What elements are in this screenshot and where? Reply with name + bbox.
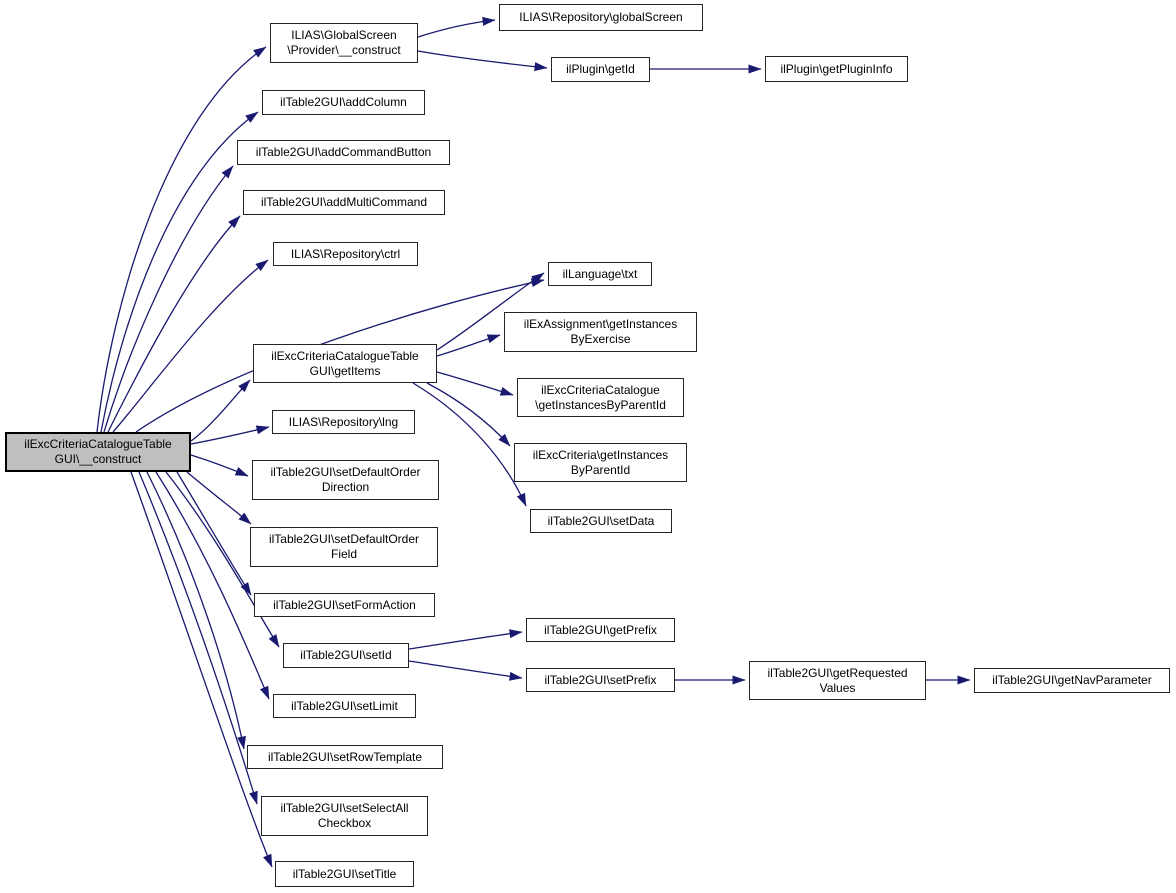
node-label-line: ilTable2GUI\setDefaultOrder xyxy=(268,532,420,546)
node-label-line: ilTable2GUI\setDefaultOrder xyxy=(270,465,421,479)
node-get-items[interactable] xyxy=(253,344,437,383)
node-catalogue-get-instances-by-parent-id[interactable] xyxy=(517,378,684,417)
node-label-line: ilTable2GUI\setId xyxy=(300,648,392,662)
node-set-title[interactable] xyxy=(275,861,414,887)
node-add-command-button[interactable] xyxy=(237,140,450,165)
node-label-line: ilPlugin\getId xyxy=(566,62,635,76)
node-label-line: ILIAS\Repository\lng xyxy=(288,414,399,429)
node-label-line: ilTable2GUI\getNavParameter xyxy=(992,673,1152,687)
node-ctrl[interactable] xyxy=(273,242,418,266)
node-add-multi-command[interactable] xyxy=(243,190,445,215)
node-label-line: ByExercise xyxy=(570,332,631,346)
node-label-line: \getInstancesByParentId xyxy=(535,397,666,412)
node-label-line: ILIAS\GlobalScreen xyxy=(291,28,397,42)
node-label-line: ilTable2GUI\addColumn xyxy=(280,95,407,109)
node-label-line: \Provider\__construct xyxy=(287,43,401,57)
edge-get-items-to-get-instances-by-exercise xyxy=(437,335,500,356)
node-label-line: ilTable2GUI\setTitle xyxy=(292,866,397,881)
edge-construct-to-ctrl xyxy=(113,260,268,432)
node-set-data[interactable] xyxy=(530,509,672,533)
node-label-line: ilTable2GUI\getRequested xyxy=(767,665,908,680)
edge-construct-to-set-row-template xyxy=(147,472,244,749)
node-label-line: ilLanguage\txt xyxy=(562,266,638,281)
node-label-line: ilExcCriteriaCatalogue xyxy=(541,382,660,397)
edge-provider-construct-to-global-screen xyxy=(418,20,495,37)
node-label-line: ilTable2GUI\setLimit xyxy=(291,698,398,713)
node-label-line: ilExcCriteriaCatalogueTable xyxy=(24,437,172,451)
node-label-line: ILIAS\Repository\ctrl xyxy=(290,246,401,261)
node-label-line: Field xyxy=(330,547,357,561)
node-set-limit[interactable] xyxy=(273,694,416,718)
node-provider-construct[interactable] xyxy=(270,23,418,63)
node-label-line: ilTable2GUI\getPrefix xyxy=(544,622,657,637)
edge-construct-to-add-column xyxy=(101,112,258,432)
node-label-line: Direction xyxy=(321,480,370,494)
edge-set-id-to-set-prefix xyxy=(409,661,522,678)
node-set-id[interactable] xyxy=(283,643,409,668)
node-plugin-get-id[interactable] xyxy=(551,57,650,82)
node-set-select-all-checkbox[interactable] xyxy=(261,796,428,836)
node-label-line: ilTable2GUI\setPrefix xyxy=(544,672,657,687)
edge-construct-to-get-items xyxy=(191,380,250,441)
node-set-row-template[interactable] xyxy=(247,745,443,769)
node-set-form-action[interactable] xyxy=(254,593,435,617)
node-label-line: ilExcCriteriaCatalogueTable xyxy=(271,348,419,363)
edge-construct-to-add-command-button xyxy=(104,166,233,432)
node-add-column[interactable] xyxy=(262,90,425,115)
node-label-line: ilTable2GUI\setFormAction xyxy=(273,597,416,612)
node-label-line: ilTable2GUI\setData xyxy=(547,513,655,528)
node-label-line: GUI\__construct xyxy=(54,452,142,466)
node-construct[interactable] xyxy=(5,432,191,472)
node-plugin-get-plugin-info[interactable] xyxy=(765,56,908,82)
node-set-default-order-field[interactable] xyxy=(250,527,438,567)
node-label-line: ilExcCriteria\getInstances xyxy=(532,447,669,462)
node-label-line: ilTable2GUI\addMultiCommand xyxy=(260,195,428,209)
node-label-line: ilTable2GUI\addCommandButton xyxy=(255,145,432,159)
node-get-prefix[interactable] xyxy=(526,618,675,642)
node-label-line: Checkbox xyxy=(317,816,372,830)
node-label-line: Values xyxy=(819,680,856,695)
edge-get-items-to-catalogue-get-instances-by-parent-id xyxy=(437,372,513,395)
node-label-line: ILIAS\Repository\globalScreen xyxy=(519,10,683,24)
edge-set-id-to-get-prefix xyxy=(409,632,522,649)
node-lng[interactable] xyxy=(272,410,415,434)
edge-construct-to-set-select-all-checkbox xyxy=(139,472,257,804)
node-label-line: ByParentId xyxy=(570,462,631,477)
node-get-requested-values[interactable] xyxy=(749,661,926,700)
node-global-screen[interactable] xyxy=(499,4,703,31)
node-txt[interactable] xyxy=(548,262,652,286)
node-label-line: ilExAssignment\getInstances xyxy=(523,317,678,331)
node-label-line: ilTable2GUI\setSelectAll xyxy=(280,801,409,815)
edge-construct-to-set-default-order-field xyxy=(187,472,251,524)
edge-get-items-to-criteria-get-instances-by-parent-id xyxy=(427,383,510,446)
node-get-nav-parameter[interactable] xyxy=(974,668,1170,693)
node-set-default-order-direction[interactable] xyxy=(252,460,439,500)
node-label-line: ilTable2GUI\setRowTemplate xyxy=(267,749,423,764)
node-get-instances-by-exercise[interactable] xyxy=(504,312,697,352)
edge-construct-to-set-default-order-direction xyxy=(191,455,248,476)
node-set-prefix[interactable] xyxy=(526,668,675,692)
node-criteria-get-instances-by-parent-id[interactable] xyxy=(514,443,687,482)
edge-provider-construct-to-plugin-get-id xyxy=(418,51,547,68)
node-label-line: GUI\getItems xyxy=(309,363,381,378)
edge-construct-to-lng xyxy=(191,427,269,444)
edge-construct-to-provider-construct xyxy=(97,47,266,432)
node-label-line: ilPlugin\getPluginInfo xyxy=(780,61,893,76)
